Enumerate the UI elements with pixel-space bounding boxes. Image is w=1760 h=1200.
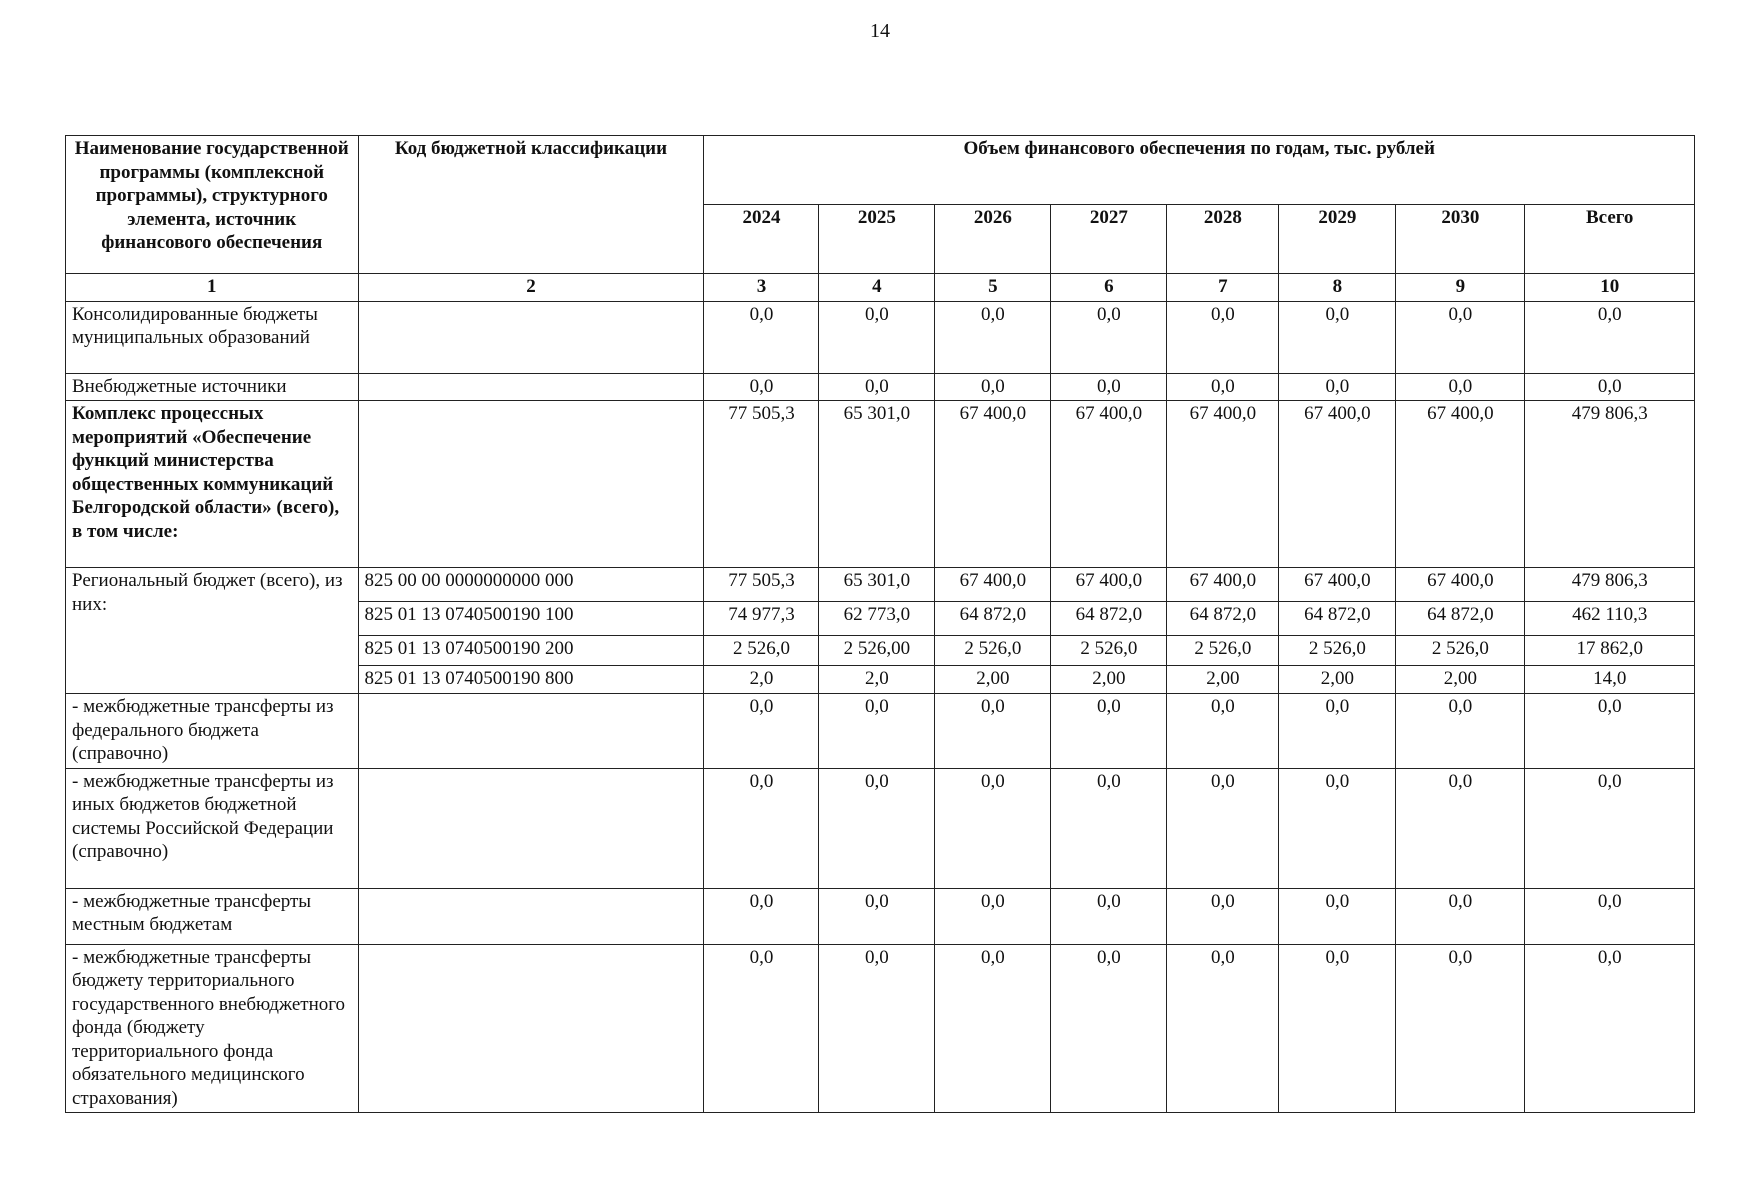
- value-cell: 2 526,00: [819, 636, 935, 666]
- value-cell: 0,0: [1167, 694, 1279, 769]
- header-financing-group: Объем финансового обеспечения по годам, тыс. рублей: [704, 136, 1695, 205]
- value-cell: 0,0: [1051, 944, 1167, 1113]
- value-cell: 0,0: [819, 301, 935, 373]
- value-cell: 0,0: [1167, 373, 1279, 401]
- index-cell: 2: [358, 274, 704, 302]
- value-cell: 2 526,0: [1396, 636, 1525, 666]
- header-year: 2030: [1396, 205, 1525, 274]
- row-code: [358, 944, 704, 1113]
- index-cell: 10: [1525, 274, 1695, 302]
- header-total: Всего: [1525, 205, 1695, 274]
- value-cell: 2,0: [819, 666, 935, 694]
- value-cell: 67 400,0: [1051, 401, 1167, 568]
- value-cell: 64 872,0: [1279, 602, 1396, 636]
- table-row: [66, 944, 1695, 1113]
- row-code: 825 00 00 0000000000 000: [358, 568, 704, 602]
- header-year: 2026: [935, 205, 1051, 274]
- value-cell: 0,0: [704, 768, 819, 888]
- table-row: [66, 401, 1695, 568]
- value-cell: 65 301,0: [819, 568, 935, 602]
- value-cell: 77 505,3: [704, 568, 819, 602]
- header-year: 2024: [704, 205, 819, 274]
- value-cell: 0,0: [1167, 944, 1279, 1113]
- value-cell: 14,0: [1525, 666, 1695, 694]
- value-cell: 2,00: [1396, 666, 1525, 694]
- row-code: 825 01 13 0740500190 200: [358, 636, 704, 666]
- financing-table: [65, 135, 1695, 1113]
- value-cell: 0,0: [1525, 768, 1695, 888]
- value-cell: 0,0: [1279, 694, 1396, 769]
- value-cell: 64 872,0: [1167, 602, 1279, 636]
- row-name: - межбюджетные трансферты местным бюджетам: [66, 888, 359, 944]
- table-row: [66, 768, 1695, 888]
- value-cell: 0,0: [1051, 768, 1167, 888]
- value-cell: 0,0: [1051, 694, 1167, 769]
- value-cell: 2,0: [704, 666, 819, 694]
- value-cell: 479 806,3: [1525, 568, 1695, 602]
- header-year: 2027: [1051, 205, 1167, 274]
- value-cell: 0,0: [819, 373, 935, 401]
- value-cell: 2 526,0: [1167, 636, 1279, 666]
- value-cell: 67 400,0: [1279, 568, 1396, 602]
- value-cell: 74 977,3: [704, 602, 819, 636]
- page-number: 14: [870, 20, 890, 42]
- value-cell: 0,0: [819, 944, 935, 1113]
- value-cell: 0,0: [1525, 944, 1695, 1113]
- header-year: 2028: [1167, 205, 1279, 274]
- value-cell: 0,0: [1279, 301, 1396, 373]
- row-name: Внебюджетные источники: [66, 373, 359, 401]
- value-cell: 0,0: [935, 301, 1051, 373]
- value-cell: 462 110,3: [1525, 602, 1695, 636]
- value-cell: 0,0: [704, 301, 819, 373]
- row-code: 825 01 13 0740500190 800: [358, 666, 704, 694]
- header-name: Наименование государственной программы (комплексной программы), структурного элемента, источник финансового обеспечения: [66, 136, 359, 274]
- header-year: 2029: [1279, 205, 1396, 274]
- row-name: - межбюджетные трансферты бюджету территориального государственного внебюджетного фонда (бюджету территориального фонда обязательного медицинского страхования): [66, 944, 359, 1113]
- value-cell: 67 400,0: [1167, 568, 1279, 602]
- value-cell: 64 872,0: [1051, 602, 1167, 636]
- value-cell: 0,0: [1279, 944, 1396, 1113]
- header-row-group: [66, 136, 1695, 205]
- value-cell: 0,0: [935, 373, 1051, 401]
- value-cell: 479 806,3: [1525, 401, 1695, 568]
- value-cell: 0,0: [1396, 301, 1525, 373]
- value-cell: 77 505,3: [704, 401, 819, 568]
- index-cell: 1: [66, 274, 359, 302]
- table-row: [66, 568, 1695, 602]
- row-code: [358, 768, 704, 888]
- header-year: 2025: [819, 205, 935, 274]
- index-cell: 5: [935, 274, 1051, 302]
- value-cell: 2,00: [1167, 666, 1279, 694]
- row-name: Консолидированные бюджеты муниципальных образований: [66, 301, 359, 373]
- row-name: - межбюджетные трансферты из иных бюджетов бюджетной системы Российской Федерации (справочно): [66, 768, 359, 888]
- row-code: 825 01 13 0740500190 100: [358, 602, 704, 636]
- value-cell: 67 400,0: [935, 568, 1051, 602]
- value-cell: 0,0: [1051, 301, 1167, 373]
- value-cell: 0,0: [704, 944, 819, 1113]
- value-cell: 0,0: [1167, 888, 1279, 944]
- value-cell: 0,0: [1525, 301, 1695, 373]
- value-cell: 0,0: [1396, 944, 1525, 1113]
- value-cell: 64 872,0: [935, 602, 1051, 636]
- value-cell: 65 301,0: [819, 401, 935, 568]
- value-cell: 0,0: [1167, 768, 1279, 888]
- table-row: [66, 301, 1695, 373]
- value-cell: 0,0: [1525, 888, 1695, 944]
- value-cell: 2 526,0: [1279, 636, 1396, 666]
- row-name: Комплекс процессных мероприятий «Обеспечение функций министерства общественных коммуникаций Белгородской области» (всего), в том числе:: [66, 401, 359, 568]
- value-cell: 0,0: [935, 944, 1051, 1113]
- value-cell: 0,0: [935, 694, 1051, 769]
- value-cell: 67 400,0: [1051, 568, 1167, 602]
- row-code: [358, 301, 704, 373]
- value-cell: 0,0: [819, 888, 935, 944]
- index-cell: 6: [1051, 274, 1167, 302]
- value-cell: 2 526,0: [1051, 636, 1167, 666]
- value-cell: 0,0: [935, 888, 1051, 944]
- index-cell: 7: [1167, 274, 1279, 302]
- index-cell: 4: [819, 274, 935, 302]
- value-cell: 0,0: [1396, 768, 1525, 888]
- value-cell: 0,0: [1279, 888, 1396, 944]
- value-cell: 0,0: [935, 768, 1051, 888]
- row-name: Региональный бюджет (всего), из них:: [66, 568, 359, 694]
- value-cell: 0,0: [1051, 373, 1167, 401]
- value-cell: 0,0: [1525, 694, 1695, 769]
- index-cell: 8: [1279, 274, 1396, 302]
- table-row: [66, 694, 1695, 769]
- row-code: [358, 888, 704, 944]
- value-cell: 0,0: [1279, 373, 1396, 401]
- value-cell: 0,0: [1396, 373, 1525, 401]
- value-cell: 0,0: [1279, 768, 1396, 888]
- value-cell: 2 526,0: [935, 636, 1051, 666]
- value-cell: 0,0: [1051, 888, 1167, 944]
- header-code: Код бюджетной классификации: [358, 136, 704, 274]
- row-code: [358, 373, 704, 401]
- value-cell: 67 400,0: [935, 401, 1051, 568]
- value-cell: 67 400,0: [1396, 568, 1525, 602]
- value-cell: 0,0: [819, 694, 935, 769]
- row-code: [358, 694, 704, 769]
- value-cell: 0,0: [1525, 373, 1695, 401]
- value-cell: 0,0: [704, 694, 819, 769]
- value-cell: 2,00: [1279, 666, 1396, 694]
- value-cell: 64 872,0: [1396, 602, 1525, 636]
- value-cell: 62 773,0: [819, 602, 935, 636]
- value-cell: 67 400,0: [1396, 401, 1525, 568]
- value-cell: 0,0: [1167, 301, 1279, 373]
- value-cell: 2 526,0: [704, 636, 819, 666]
- index-row: [66, 274, 1695, 302]
- table-row: [66, 373, 1695, 401]
- value-cell: 0,0: [1396, 694, 1525, 769]
- row-code: [358, 401, 704, 568]
- index-cell: 3: [704, 274, 819, 302]
- value-cell: 2,00: [1051, 666, 1167, 694]
- value-cell: 67 400,0: [1279, 401, 1396, 568]
- value-cell: 0,0: [819, 768, 935, 888]
- value-cell: 67 400,0: [1167, 401, 1279, 568]
- value-cell: 2,00: [935, 666, 1051, 694]
- row-name: - межбюджетные трансферты из федерального бюджета (справочно): [66, 694, 359, 769]
- value-cell: 17 862,0: [1525, 636, 1695, 666]
- value-cell: 0,0: [704, 373, 819, 401]
- value-cell: 0,0: [1396, 888, 1525, 944]
- index-cell: 9: [1396, 274, 1525, 302]
- value-cell: 0,0: [704, 888, 819, 944]
- table-row: [66, 888, 1695, 944]
